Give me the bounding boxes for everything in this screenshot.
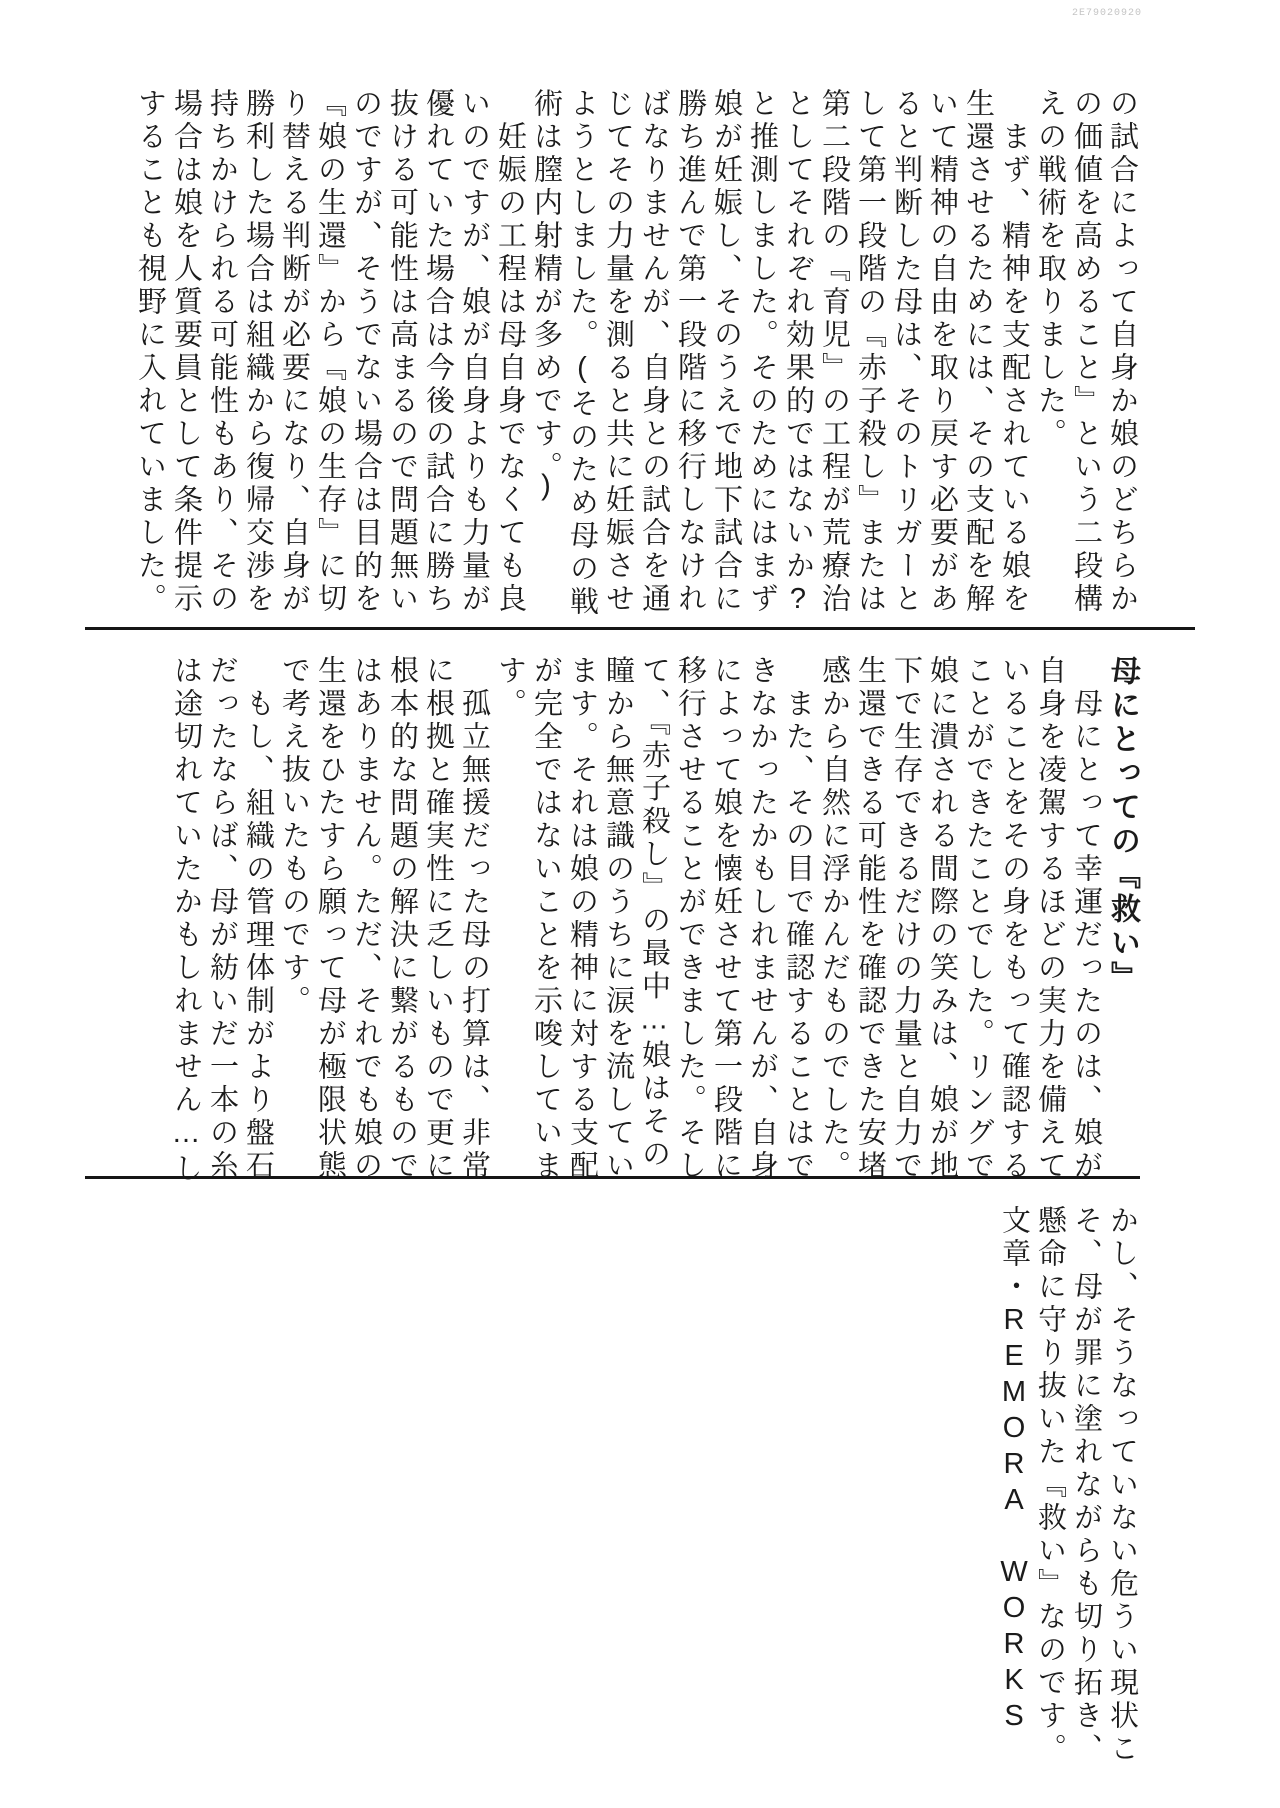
author-credit: 文章・REMORA WORKS — [998, 1205, 1030, 1736]
section-heading: 母にとっての『救い』 — [1106, 655, 1139, 995]
paragraph: 母にとって幸運だったのは、娘が自身を凌駕するほどの実力を備えていることをその身をもって確認することができたことでした。リングで娘に潰される間際の笑みは、娘が地下で生存できるだけの力量と自力で生還できる可能性を確認できた安堵感から自然に浮かんだものでした。 — [818, 655, 1102, 1183]
paragraph: また、その目で確認することはできなかったかもしれませんが、自身によって娘を懐妊させて第一段階に移行させることができました。そして、『赤子殺し』の最中…娘はその瞳から無意識のうちに涙を流しています。それは娘の精神に対する支配が完全ではないことを示唆しています。 — [494, 655, 814, 1183]
section-divider — [85, 627, 1195, 630]
paragraph: の試合によって自身か娘のどちらかの価値を高めること』という二段構えの戦術を取りました。 — [1034, 88, 1138, 616]
paragraph: 孤立無援だった母の打算は、非常に根拠と確実性に乏しいもので更に根本的な問題の解決に繋がるものではありません。ただ、それでも娘の生還をひたすら願って母が極限状態で考え抜いたものです。 — [278, 655, 490, 1183]
bottom-text-section — [996, 1205, 1140, 1785]
paragraph: もし、組織の管理体制がより盤石だったならば、母が紡いだ一本の糸は途切れていたかもしれません…し — [170, 655, 274, 1186]
page-id-watermark: 2E79020920 — [1072, 8, 1143, 19]
middle-text-section — [168, 655, 1140, 1190]
paragraph: 妊娠の工程は母自身でなくても良いのですが、娘が自身よりも力量が優れていた場合は今後の試合に勝ち抜ける可能性は高まるので問題無いのですが、そうでない場合は目的を『娘の生還』から『娘の生存』に切り替える判断が必要になり、自身が勝利した場合は組織から復帰交渉を持ちかけられる可能性もあり、その場合は娘を人質要員として条件提示することも視野に入れていました。 — [134, 88, 526, 616]
section-divider — [85, 1176, 1140, 1179]
paragraph: かし、そうなっていない危うい現状こそ、母が罪に塗れながらも切り拓き、懸命に守り抜いた『救い』なのです。 — [1034, 1205, 1138, 1766]
paragraph: まず、精神を支配されている娘を生還させるためには、その支配を解いて精神の自由を取り戻す必要があると判断した母は、そのトリガーとして第一段階の『赤子殺し』または第二段階の『育児』の工程が荒療治としてそれぞれ効果的ではないか?と推測しました。そのためにはまず娘が妊娠し、そのうえで地下試合に勝ち進んで第一段階に移行しなければなりませんが、自身との試合を通じてその力量を測ると共に妊娠させようとしました。(そのため母の戦術は膣内射精が多めです。) — [530, 88, 1030, 619]
top-text-section — [132, 88, 1140, 623]
